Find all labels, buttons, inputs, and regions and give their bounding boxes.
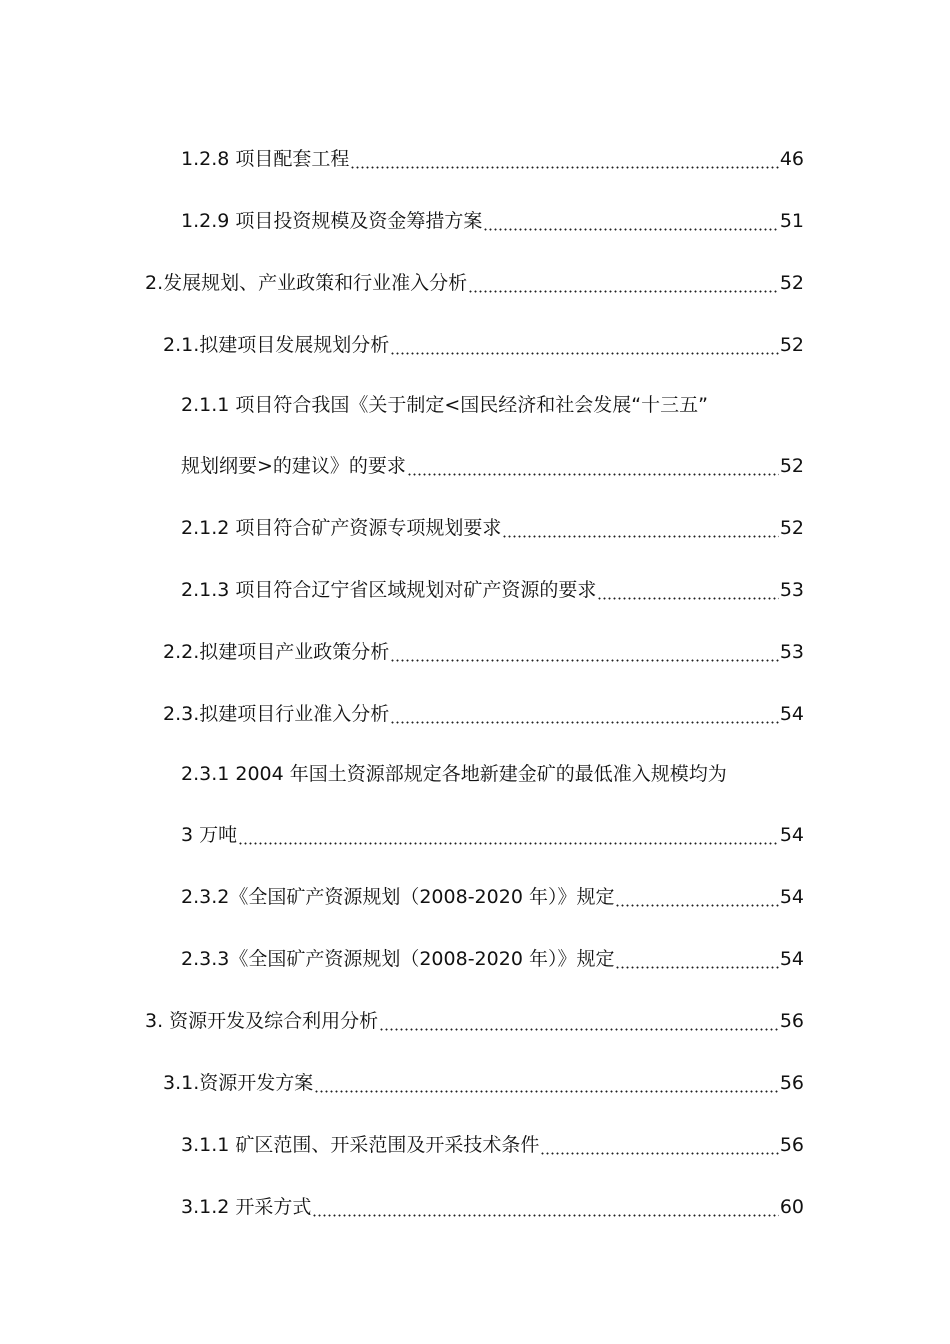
toc-entry-page: 53: [779, 640, 804, 663]
toc-entry-1-2-8[interactable]: [0, 128, 950, 190]
toc-entry-2-1-1-continued[interactable]: [0, 435, 950, 497]
toc-entry-title: 3. 资源开发及综合利用分析: [145, 1009, 379, 1032]
toc-entry-2-3-1[interactable]: [0, 745, 950, 804]
toc-entry-page: 54: [779, 885, 804, 908]
dot-leader: [314, 1074, 779, 1093]
dot-leader: [615, 950, 778, 969]
toc-entry-2-1[interactable]: [0, 314, 950, 376]
toc-entry-title: 2.3.拟建项目行业准入分析: [163, 702, 390, 725]
dot-leader: [502, 519, 778, 538]
toc-entry-page: 52: [779, 271, 804, 294]
toc-entry-page: 46: [779, 147, 804, 170]
dot-leader: [468, 274, 779, 293]
toc-entry-title: 2.1.3 项目符合辽宁省区域规划对矿产资源的要求: [181, 578, 597, 601]
dot-leader: [483, 212, 778, 231]
toc-entry-title: 3.1.资源开发方案: [163, 1071, 314, 1094]
toc-entry-title: 2.3.1 2004 年国土资源部规定各地新建金矿的最低准入规模均为: [181, 763, 727, 785]
toc-entry-title: 3.1.1 矿区范围、开采范围及开采技术条件: [181, 1133, 540, 1156]
toc-entry-page: 56: [779, 1009, 804, 1032]
toc-entry-page: 60: [779, 1195, 804, 1218]
dot-leader: [540, 1136, 778, 1155]
toc-entry-3[interactable]: [0, 990, 950, 1052]
toc-entry-2-3-2[interactable]: [0, 866, 950, 928]
toc-entry-page: 52: [779, 333, 804, 356]
toc-entry-page: 54: [779, 947, 804, 970]
toc-entry-title-continued: 3 万吨: [181, 823, 238, 846]
dot-leader: [238, 826, 779, 845]
toc-entry-2-2[interactable]: [0, 621, 950, 683]
toc-entry-2[interactable]: [0, 252, 950, 314]
toc-entry-2-1-1[interactable]: [0, 376, 950, 435]
toc-entry-title: 1.2.8 项目配套工程: [181, 147, 350, 170]
toc-entry-page: 53: [779, 578, 804, 601]
toc-entry-page: 56: [779, 1133, 804, 1156]
toc-entry-title: 3.1.2 开采方式: [181, 1195, 312, 1218]
toc-entry-title: 2.3.3《全国矿产资源规划（2008-2020 年）》规定: [181, 947, 615, 970]
dot-leader: [379, 1012, 779, 1031]
dot-leader: [407, 457, 779, 476]
toc-entry-page: 51: [779, 209, 804, 232]
toc-entry-title: 2.1.2 项目符合矿产资源专项规划要求: [181, 516, 502, 539]
dot-leader: [312, 1198, 778, 1217]
toc-entry-3-1[interactable]: [0, 1052, 950, 1114]
toc-entry-title: 2.1.1 项目符合我国《关于制定<国民经济和社会发展“十三五”: [181, 394, 708, 416]
toc-entry-2-1-3[interactable]: [0, 559, 950, 621]
dot-leader: [615, 888, 778, 907]
toc-entry-title: 2.3.2《全国矿产资源规划（2008-2020 年）》规定: [181, 885, 615, 908]
toc-entry-2-3-1-continued[interactable]: [0, 804, 950, 866]
toc-entry-page: 54: [779, 823, 804, 846]
toc-entry-page: 52: [779, 454, 804, 477]
toc-entry-2-3[interactable]: [0, 683, 950, 745]
toc-entry-2-3-3[interactable]: [0, 928, 950, 990]
toc-entry-1-2-9[interactable]: [0, 190, 950, 252]
toc-entry-page: 56: [779, 1071, 804, 1094]
dot-leader: [390, 643, 779, 662]
toc-entry-3-1-2[interactable]: [0, 1176, 950, 1238]
toc-entry-title: 2.1.拟建项目发展规划分析: [163, 333, 390, 356]
table-of-contents: [0, 128, 950, 1238]
toc-entry-3-1-1[interactable]: [0, 1114, 950, 1176]
toc-entry-title: 2.2.拟建项目产业政策分析: [163, 640, 390, 663]
toc-entry-page: 54: [779, 702, 804, 725]
dot-leader: [390, 336, 779, 355]
toc-entry-title: 1.2.9 项目投资规模及资金筹措方案: [181, 209, 483, 232]
toc-entry-title: 2.发展规划、产业政策和行业准入分析: [145, 271, 468, 294]
toc-entry-page: 52: [779, 516, 804, 539]
dot-leader: [597, 581, 778, 600]
toc-entry-title-continued: 规划纲要>的建议》的要求: [181, 454, 406, 477]
dot-leader: [390, 705, 779, 724]
dot-leader: [350, 150, 778, 169]
toc-entry-2-1-2[interactable]: [0, 497, 950, 559]
